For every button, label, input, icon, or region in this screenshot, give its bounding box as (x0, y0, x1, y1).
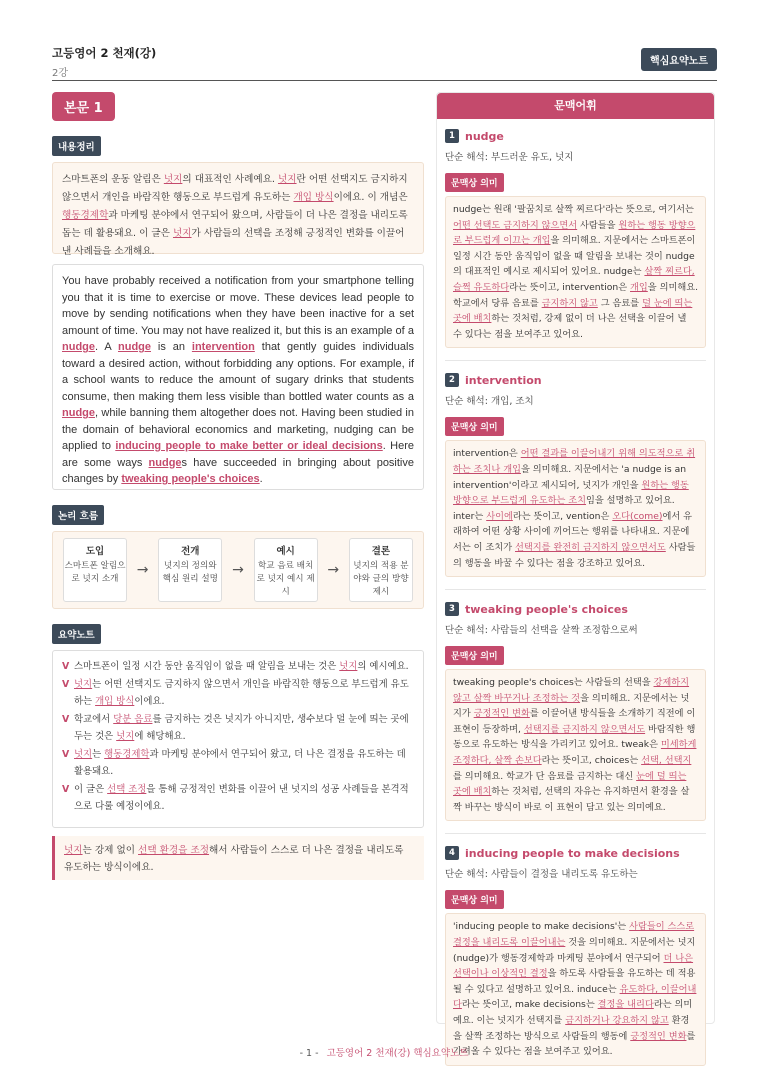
context-keyword: 금지하거나 강요하지 않고 (565, 1015, 669, 1026)
context-keyword: 살짝 찌르다, 슬쩍 유도하다 (453, 266, 695, 293)
passage-text: that gently guides individuals toward a desired action, without forbidding any options. For example, if a school wants to reduce the amount of sugary drinks that students consume, then making them less visible than bottled water counts as a (62, 341, 414, 403)
vocab-simple (445, 622, 706, 636)
passage-box (52, 264, 424, 490)
vocab-simple (445, 866, 706, 880)
flow-step (158, 538, 222, 602)
context-text: 것을 의미해요. 지문에서는 넛지(nudge)가 행동경제학과 마케팅 분야에서 연구되어 (453, 937, 696, 964)
flow-step-text: 넛지의 적용 분야와 글의 방향 제시 (353, 561, 409, 597)
vocab-word: intervention (465, 373, 542, 387)
divider (445, 589, 706, 590)
note-keyword: 넛지 (74, 749, 93, 760)
context-text: 바람직한 행동으로 유도하는 방식을 가리키고 있어요. tweak은 (453, 723, 696, 751)
note-text: 스마트폰이 일정 시간 동안 움직임이 없을 때 알림을 보내는 것은 (74, 661, 340, 672)
note-text: 를 금지하는 것은 넛지가 아니지만, 생수보다 덜 눈에 띄는 곳에 두는 것은 (74, 714, 409, 742)
passage-keyword: nudge (62, 341, 95, 353)
list-item (62, 658, 414, 675)
note-text: 학교에서 (74, 714, 114, 725)
context-keyword: 유도하다, 이끌어내다 (453, 983, 697, 1011)
passage-keyword: intervention (191, 341, 255, 353)
vocab-title (445, 602, 706, 616)
context-keyword: 원하는 행동 방향으로 부드럽게 유도하는 조치 (453, 479, 689, 507)
simple-prefix: 단순 해석: (445, 869, 488, 881)
flow-step (63, 538, 127, 602)
context-box (445, 440, 706, 577)
vocab-number: 4 (445, 846, 459, 860)
context-keyword: 결정을 내리다 (597, 999, 654, 1011)
flow-step (349, 538, 413, 602)
summary-text: 스마트폰의 운동 알림은 (62, 174, 164, 185)
context-keyword: 눈에 덜 띄는 곳에 배치 (453, 770, 687, 798)
context-label: 문맥상 의미 (445, 417, 504, 436)
passage-keyword: nudge (148, 456, 182, 469)
note-text: 는 어떤 선택지도 금지하지 않으면서 개인을 바람직한 행동으로 부드럽게 유도하는 (74, 679, 409, 707)
context-text: 하는 것처럼, 강제 없이 더 나은 선택을 이끌어 낼 수 있다는 점을 보여주고 있어요. (453, 313, 687, 340)
note-keyword: 당분 음료 (113, 714, 153, 725)
context-box (445, 196, 706, 348)
context-text: 을 하도록 사람들을 유도하는 데 적용될 수 있다고 설명하고 있어요. induce는 (453, 968, 696, 995)
context-text: 그 음료를 (597, 297, 643, 309)
page-header (52, 45, 717, 81)
context-keyword: 개입 (630, 281, 648, 293)
logic-flow (52, 531, 424, 609)
vocab-title (445, 373, 706, 387)
passage-text: . (259, 473, 263, 485)
context-keyword: 선택, 선택지 (641, 755, 692, 767)
check-v-icon: V (62, 749, 70, 760)
simple-meaning: 개입, 조치 (490, 396, 534, 408)
vocab-word: tweaking people's choices (465, 602, 628, 616)
context-label: 문맥상 의미 (445, 646, 504, 665)
context-text: 사람들의 행동을 바꿀 수 있다는 점을 강조하고 있어요. (453, 541, 696, 569)
conclusion-text: 해서 사람들이 스스로 더 나은 결정을 내리도록 유도하는 방식이에요. (64, 845, 404, 873)
note-text: 의 예시예요. (357, 661, 409, 672)
context-keyword: 미세하게 조정하다, 살짝 손보다 (453, 739, 697, 767)
context-box (445, 669, 706, 821)
summary-keyword: 개입 방식 (293, 192, 334, 203)
note-keyword: 넛지 (116, 731, 135, 742)
context-text: 사람들을 (577, 219, 619, 231)
list-item (62, 676, 414, 710)
divider (445, 360, 706, 361)
vocab-title (445, 129, 706, 143)
context-text: 를 의미해요. 학교가 단 음료를 금지하는 대신 (453, 770, 637, 782)
context-keyword: 어떤 결과를 이끌어내기 위해 의도적으로 취하는 조치나 개입 (453, 448, 696, 475)
flow-step-text: 학교 음료 배치로 넛지 예시 제시 (256, 561, 315, 597)
passage-text: . Here are some ways (62, 440, 414, 469)
footer-title: 고등영어 2 천재(강) 핵심요약노트 (326, 1048, 469, 1059)
flow-step-head: 결론 (371, 546, 391, 557)
note-text: 과 마케팅 분야에서 연구되어 왔고, 더 나은 결정을 유도하는 데 활용돼요. (74, 749, 406, 777)
vocab-simple (445, 393, 706, 407)
arrow-right-icon: → (327, 562, 340, 578)
passage-keyword: inducing people to make better or ideal decisions (115, 440, 383, 452)
vocab-header: 문맥어휘 (437, 93, 714, 119)
note-keyword: 넛지 (74, 679, 93, 690)
summary-keyword: 넛지 (172, 228, 192, 239)
flow-step-text: 스마트폰 알림으로 넛지 소개 (64, 561, 126, 584)
summary-text: 가 사람들의 선택을 조정해 긍정적인 변화를 이끌어 낸 사례들을 소개해요. (62, 228, 405, 257)
note-text: 을 통해 긍정적인 변화를 이끌어 낸 넛지의 성공 사례들을 본격적으로 다룰 예정이에요. (74, 784, 409, 812)
summary-keyword: 넛지 (277, 174, 297, 185)
passage-keyword: tweaking people's choices (121, 473, 260, 485)
context-keyword: 긍정적인 변화 (473, 708, 530, 720)
check-v-icon: V (62, 714, 70, 725)
note-keyword: 선택 조정 (107, 784, 147, 795)
simple-prefix: 단순 해석: (445, 625, 488, 637)
context-text: 라는 의미예요. 이는 넛지가 선택지를 (453, 999, 693, 1026)
context-text: 을 의미해요. 학교에서 당류 음료를 (453, 281, 699, 309)
summary-keyword: 행동경제학 (62, 210, 109, 221)
summary-box (52, 162, 424, 257)
conclusion-keyword: 선택 환경을 조정 (138, 845, 210, 856)
context-keyword: 사이에 (486, 510, 513, 522)
vocab-number: 2 (445, 373, 459, 387)
summary-text: 란 어떤 선택지도 금지하지 않으면서 개인을 바람직한 행동으로 부드럽게 유도하는 (62, 174, 408, 203)
passage-text: is an (151, 341, 192, 353)
notes-label: 요약노트 (52, 624, 101, 644)
note-keyword: 행동경제학 (104, 749, 150, 760)
context-text: 하는 것처럼, 선택의 자유는 유지하면서 환경을 살짝 바꾸는 방식이 바로 이 표현이 담고 있는 의미예요. (453, 786, 690, 813)
conclusion-keyword: 넛지 (64, 845, 83, 856)
flow-step-head: 예시 (276, 546, 295, 557)
context-keyword: 강제하지 않고 살짝 바꾸거나 조정하는 것 (453, 677, 690, 704)
context-text: tweaking people's choices는 사람들의 선택을 (453, 677, 654, 689)
note-text: 에 해당해요. (134, 731, 186, 742)
context-text: 을 의미해요. 지문에서는 스마트폰이 일정 시간 동안 움직임이 없을 때 알림을 보내는 것이 nudge의 대표적인 예시로 제시되어 있어요. nudge는 (453, 235, 696, 278)
passage-text: , while banning them altogether does not. Having been studied in the domain of behavioral economics and marketing, nudging can be applied to (62, 407, 414, 452)
vocab-title (445, 846, 706, 860)
context-text: intervention은 (453, 448, 521, 460)
flow-step-head: 도입 (85, 546, 105, 557)
passage-text: You have probably received a notification from your smartphone telling you that it is time to exercise or move. These devices lead people to move by sending notifications when they have been inactive for a set amount of time. You may not have realized it, but this is an example of a (62, 275, 414, 337)
context-text: 를 가져올 수 있다는 점을 보여주고 있어요. (453, 1030, 696, 1058)
note-badge: 핵심요약노트 (641, 48, 717, 71)
context-keyword: 선택지를 완전히 금지하지 않으면서도 (515, 541, 666, 553)
simple-prefix: 단순 해석: (445, 152, 488, 163)
simple-meaning: 부드러운 유도, 넛지 (490, 152, 574, 163)
divider (445, 833, 706, 834)
summary-text: 과 마케팅 분야에서 연구되어 왔으며, 사람들이 더 나은 결정을 내리도록 돕는 데 활용돼요. 이 글은 (62, 210, 408, 239)
arrow-right-icon: → (136, 562, 149, 578)
vocab-word: inducing people to make decisions (465, 846, 680, 860)
note-keyword: 개입 방식 (95, 696, 135, 707)
vocab-word: nudge (465, 129, 504, 143)
context-text: 라는 뜻이고, choices는 (541, 755, 642, 767)
list-item (62, 781, 414, 815)
context-text: 환경을 살짝 조정하는 방식으로 사람들의 행동에 (453, 1015, 690, 1042)
context-keyword: 오다(come) (612, 510, 663, 522)
context-text: 에서 유래하여 어떤 상황 사이에 끼어드는 행위를 나타내요. 지문에서는 이 조치가 (453, 510, 693, 553)
context-text: 라는 뜻이고, make decisions는 (461, 999, 598, 1011)
vocab-item (437, 846, 714, 1065)
summary-text: 이에요. 이 개념은 (333, 192, 408, 203)
summary-keyword: 넛지 (163, 174, 183, 185)
conclusion-box (52, 836, 424, 880)
check-v-icon: V (62, 784, 70, 795)
left-column (52, 92, 424, 880)
document-title: 고등영어 2 천재(강) (52, 46, 157, 60)
context-text: 'inducing people to make decisions'는 (453, 921, 630, 933)
simple-meaning: 사람들의 선택을 살짝 조정함으로써 (490, 625, 638, 637)
context-keyword: 금지하지 않고 (541, 297, 598, 309)
context-label: 문맥상 의미 (445, 173, 504, 192)
context-text: 를 이끌어낸 방식들을 소개하기 직전에 이 표현이 등장하며, (453, 708, 696, 735)
arrow-right-icon: → (232, 562, 244, 578)
passage-text: s have succeeded in bringing about positive changes by (62, 456, 414, 485)
passage-text: . A (95, 341, 118, 353)
context-keyword: 덜 눈에 띄는 곳에 배치 (453, 297, 693, 325)
context-keyword: 어떤 선택도 금지하지 않으면서 (453, 219, 578, 231)
list-item (62, 711, 414, 745)
context-box (445, 913, 706, 1065)
page-footer (0, 1045, 768, 1059)
check-v-icon: V (62, 679, 70, 690)
context-keyword: 원하는 행동 방향으로 부드럽게 이끄는 개입 (453, 219, 696, 247)
passage-keyword: nudge (118, 341, 151, 353)
vocab-simple (445, 149, 706, 163)
context-text: 을 의미해요. 지문에서는 넛지가 (453, 692, 690, 720)
simple-meaning: 사람들이 결정을 내리도록 유도하는 (490, 869, 638, 881)
vocab-number: 3 (445, 602, 459, 616)
vocab-panel (436, 92, 715, 1058)
vocab-item (437, 129, 714, 361)
conclusion-text: 는 강제 없이 (82, 845, 139, 856)
context-text: 라는 뜻이고, vention은 (512, 510, 613, 522)
lesson-number: 2강 (52, 68, 69, 79)
note-keyword: 넛지 (339, 661, 358, 672)
vocab-number: 1 (445, 129, 459, 143)
flow-step-text: 넛지의 정의와 핵심 원리 설명 (162, 561, 218, 584)
passage-keyword: nudge (62, 407, 95, 419)
context-keyword: 더 나은 선택이나 이상적인 결정 (453, 952, 694, 980)
vocab-item (437, 373, 714, 590)
context-keyword: 선택지를 금지하지 않으면서도 (523, 723, 646, 735)
simple-prefix: 단순 해석: (445, 396, 488, 408)
section-title: 본문 1 (52, 92, 115, 121)
context-label: 문맥상 의미 (445, 890, 504, 909)
note-text: 는 (92, 749, 105, 760)
flow-step (254, 538, 318, 602)
list-item (62, 746, 414, 780)
context-keyword: 긍정적인 변화 (630, 1030, 687, 1042)
context-text: 임을 설명하고 있어요. inter는 (453, 495, 675, 522)
note-text: 이에요. (134, 696, 165, 707)
note-text: 이 글은 (74, 784, 108, 795)
summary-notes (52, 650, 424, 828)
context-text: nudge는 원래 '팔꿈치로 살짝 찌르다'라는 뜻으로, 여기서는 (453, 204, 694, 215)
check-v-icon: V (62, 661, 70, 672)
summary-label: 내용정리 (52, 136, 101, 156)
context-text: 을 의미해요. 지문에서는 'a nudge is an intervention'이라고 제시되어, 넛지가 개인을 (453, 463, 687, 491)
summary-text: 의 대표적인 사례예요. (182, 174, 278, 185)
page-number: - 1 - (299, 1048, 319, 1059)
context-keyword: 사람들이 스스로 결정을 내리도록 이끌어내는 (453, 921, 695, 949)
vocab-item (437, 602, 714, 834)
context-text: 라는 뜻이고, intervention은 (509, 281, 631, 293)
flow-step-head: 전개 (181, 546, 200, 557)
flow-label: 논리 흐름 (52, 505, 104, 525)
